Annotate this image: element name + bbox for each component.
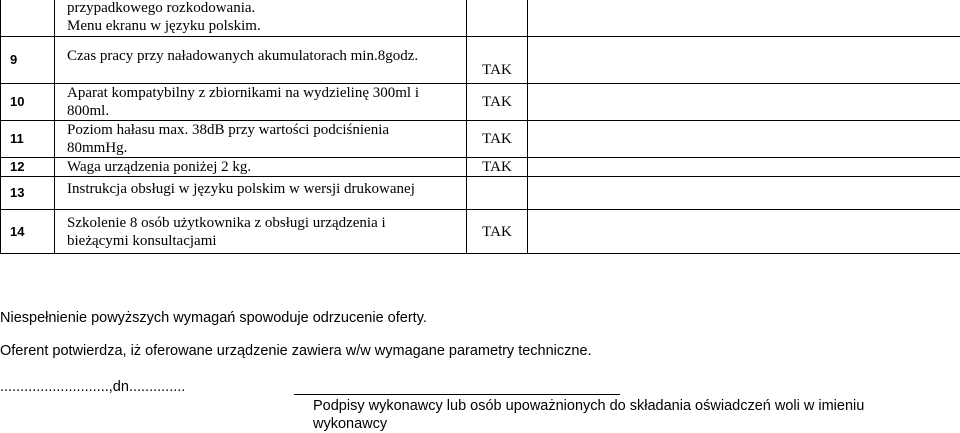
description-line: 80mmHg. bbox=[67, 139, 466, 157]
signature-caption-line: Podpisy wykonawcy lub osób upoważnionych do składania oświadczeń woli w imieniu bbox=[313, 397, 913, 415]
row-number: 14 bbox=[1, 210, 55, 254]
row-value: TAK bbox=[467, 210, 528, 254]
table-row bbox=[1, 84, 960, 121]
row-number: 12 bbox=[1, 158, 55, 177]
row-extra-cell bbox=[528, 158, 960, 177]
row-description bbox=[55, 37, 467, 84]
description-line: przypadkowego rozkodowania. bbox=[67, 0, 466, 17]
row-number bbox=[1, 0, 55, 37]
row-description bbox=[55, 158, 467, 177]
row-description bbox=[55, 84, 467, 121]
confirmation-statement: Oferent potwierdza, iż oferowane urządzenie zawiera w/w wymagane parametry techniczne. bbox=[0, 343, 592, 359]
description-line: bieżącymi konsultacjami bbox=[67, 232, 466, 250]
signature-caption bbox=[313, 397, 913, 433]
row-number: 13 bbox=[1, 177, 55, 210]
description-line: Poziom hałasu max. 38dB przy wartości podciśnienia bbox=[67, 121, 466, 139]
row-value: TAK bbox=[467, 121, 528, 158]
description-line: Czas pracy przy naładowanych akumulatorach min.8godz. bbox=[67, 47, 466, 65]
table-row bbox=[1, 158, 960, 177]
table-row bbox=[1, 121, 960, 158]
row-number: 10 bbox=[1, 84, 55, 121]
row-number: 9 bbox=[1, 37, 55, 84]
row-description bbox=[55, 210, 467, 254]
table-row bbox=[1, 0, 960, 37]
row-extra-cell bbox=[528, 37, 960, 84]
description-line: Szkolenie 8 osób użytkownika z obsługi urządzenia i bbox=[67, 214, 466, 232]
description-line: Aparat kompatybilny z zbiornikami na wydzielinę 300ml i bbox=[67, 84, 466, 102]
description-line: 800ml. bbox=[67, 102, 466, 120]
signature-caption-line: wykonawcy bbox=[313, 415, 913, 433]
rejection-notice: Niespełnienie powyższych wymagań spowoduje odrzucenie oferty. bbox=[0, 310, 427, 326]
table-row bbox=[1, 210, 960, 254]
row-value: TAK bbox=[467, 84, 528, 121]
row-extra-cell bbox=[528, 210, 960, 254]
row-description bbox=[55, 121, 467, 158]
description-line: Instrukcja obsługi w języku polskim w wersji drukowanej bbox=[67, 180, 466, 198]
row-value: TAK bbox=[467, 158, 528, 177]
description-line: Waga urządzenia poniżej 2 kg. bbox=[67, 158, 466, 176]
date-place-field: ...........................,dn.............. bbox=[0, 379, 185, 395]
description-line: Menu ekranu w języku polskim. bbox=[67, 17, 466, 35]
row-value bbox=[467, 177, 528, 210]
row-extra-cell bbox=[528, 121, 960, 158]
signature-line bbox=[294, 394, 620, 395]
row-extra-cell bbox=[528, 0, 960, 37]
table-row bbox=[1, 37, 960, 84]
row-description bbox=[55, 0, 467, 37]
row-value bbox=[467, 0, 528, 37]
table-row bbox=[1, 177, 960, 210]
row-value: TAK bbox=[467, 37, 528, 84]
row-description bbox=[55, 177, 467, 210]
row-number: 11 bbox=[1, 121, 55, 158]
row-extra-cell bbox=[528, 177, 960, 210]
row-extra-cell bbox=[528, 84, 960, 121]
